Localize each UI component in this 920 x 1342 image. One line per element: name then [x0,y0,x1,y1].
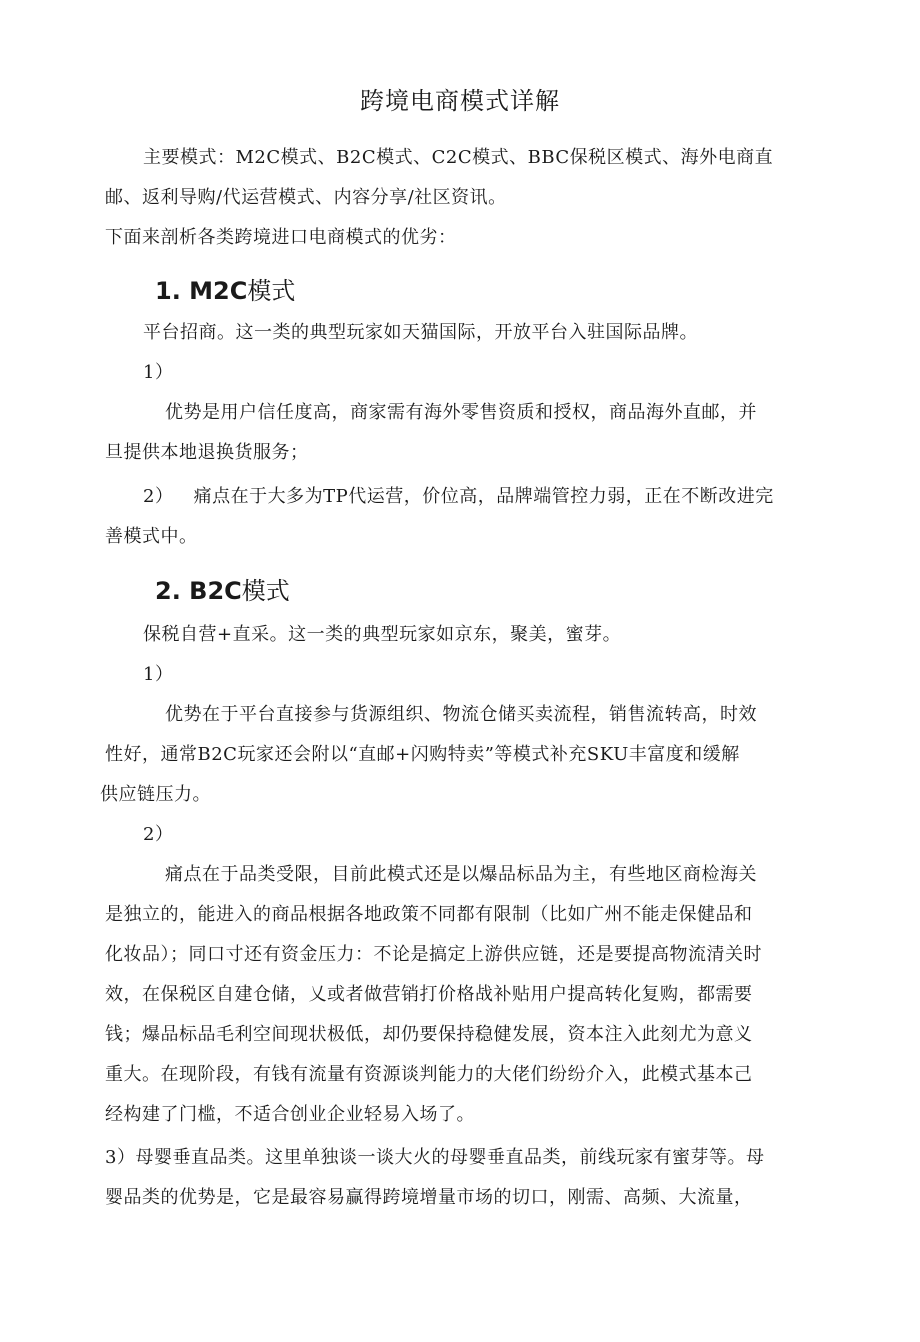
section-2-item-3-line-1: 3）母婴垂直品类。这里单独谈一谈大火的母婴垂直品类，前线玩家有蜜芽等。母 [105,1147,765,1168]
intro-line-1: 主要模式：M2C模式、B2C模式、C2C模式、BBC保税区模式、海外电商直 [143,147,774,168]
section-1-lead: 平台招商。这一类的典型玩家如天猫国际，开放平台入驻国际品牌。 [143,322,698,343]
section-1-item-1-line-2: 旦提供本地退换货服务； [105,442,309,463]
section-2-item-3-line-2: 婴品类的优势是，它是最容易赢得跨境增量市场的切口，刚需、高频、大流量， [105,1187,753,1208]
intro-line-3: 下面来剖析各类跨境进口电商模式的优劣： [105,227,457,248]
section-2-heading [155,576,290,606]
section-2-item-2-line-2: 是独立的，能进入的商品根据各地政策不同都有限制（比如广州不能走保健品和 [105,904,753,925]
section-2-number: 2. B2C [155,577,242,605]
intro-line-2: 邮、返利导购/代运营模式、内容分享/社区资讯。 [105,187,507,208]
section-2-item-2-line-1: 痛点在于品类受限，目前此模式还是以爆品标品为主，有些地区商检海关 [165,864,757,885]
section-2-item-1-line-1: 优势在于平台直接参与货源组织、物流仓储买卖流程，销售流转高，时效 [165,704,757,725]
section-2-item-2-marker: 2） [143,824,174,845]
section-2-item-2-line-7: 经构建了门槛，不适合创业企业轻易入场了。 [105,1104,475,1125]
section-2-item-1-marker: 1） [143,664,174,685]
section-2-lead: 保税自营+直采。这一类的典型玩家如京东，聚美，蜜芽。 [143,624,622,645]
section-1-item-1-marker: 1） [143,362,174,383]
section-2-item-2-line-4: 效，在保税区自建仓储，乂或者做营销打价格战补贴用户提高转化复购，都需要 [105,984,753,1005]
section-2-item-2-line-5: 钱；爆品标品毛利空间现状极低，却仍要保持稳健发展，资本注入此刻尤为意义 [105,1024,753,1045]
section-1-item-2-line-2: 善模式中。 [105,526,198,547]
section-1-heading [155,276,295,306]
section-1-item-2-line-1: 2） 痛点在于大多为TP代运营，价位高，品牌端管控力弱，正在不断改进完 [143,486,774,507]
section-2-item-1-line-2: 性好，通常B2C玩家还会附以“直邮+闪购特卖”等模式补充SKU丰富度和缓解 [105,744,740,765]
section-2-title: 模式 [241,577,290,605]
section-2-item-2-line-6: 重大。在现阶段，有钱有流量有资源谈判能力的大佬们纷纷介入，此模式基本己 [105,1064,753,1085]
document-title: 跨境电商模式详解 [360,87,560,115]
section-1-title: 模式 [247,277,296,305]
section-2-item-2-line-3: 化妆品）；同口寸还有资金压力：不论是搞定上游供应链，还是要提高物流清关时 [105,944,762,965]
section-2-item-1-line-3: 供应链压力。 [100,784,211,805]
section-1-number: 1. M2C [155,277,248,305]
section-1-item-1-line-1: 优势是用户信任度高，商家需有海外零售资质和授权，商品海外直邮，并 [165,402,757,423]
